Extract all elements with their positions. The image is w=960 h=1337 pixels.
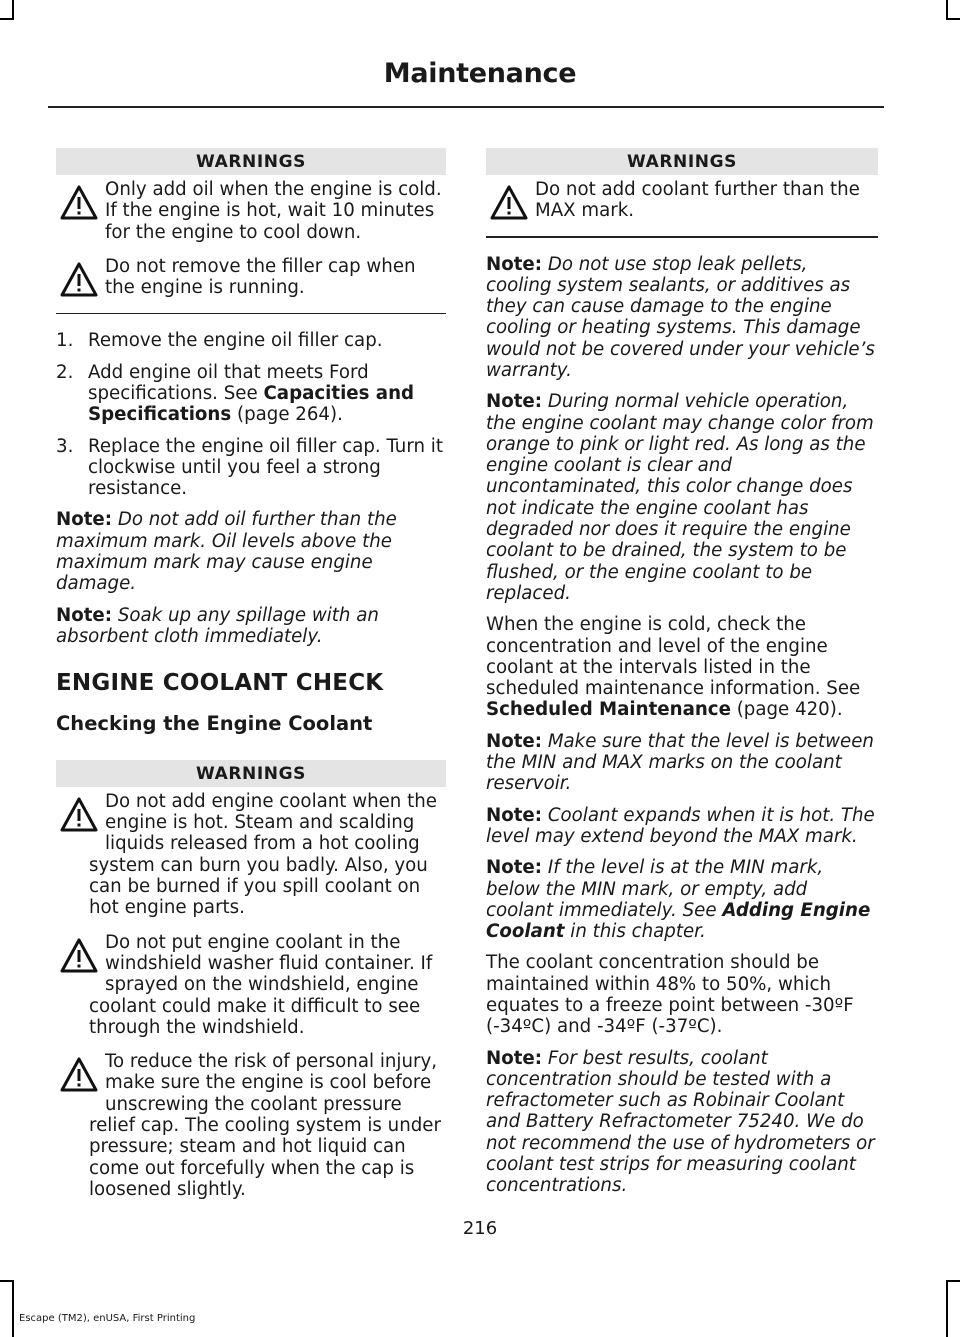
warning-block [56, 932, 446, 1039]
warning-triangle-icon [58, 1055, 100, 1093]
note-body: Make sure that the level is between the MIN and MAX marks on the coolant reservoir. [486, 730, 874, 795]
crop-mark [946, 1282, 948, 1337]
note-label: Note: [486, 1047, 543, 1069]
page-number: 216 [462, 1218, 498, 1239]
subheading: Checking the Engine Coolant [56, 711, 373, 735]
warning-text: Do not put engine coolant in the windshield washer fluid container. If sprayed on the windshield, engine coolant could make it difficult to see through the windshield. [89, 931, 433, 1038]
right-column [486, 148, 878, 1207]
crop-mark [0, 1280, 14, 1282]
note [486, 391, 878, 604]
note-label: Note: [486, 730, 543, 752]
crop-mark [946, 18, 960, 20]
crop-mark [12, 1282, 14, 1337]
cross-reference-link[interactable]: Adding Engine Coolant [486, 899, 871, 943]
page-header-title: Maintenance [383, 58, 577, 89]
note-body: Do not add oil further than the maximum mark. Oil levels above the maximum mark may cause engine damage. [56, 509, 397, 595]
warning-triangle-icon [58, 936, 100, 974]
note-label: Note: [486, 253, 543, 275]
crop-mark [946, 0, 948, 18]
warnings-header: WARNINGS [486, 148, 878, 175]
note [486, 254, 878, 382]
warning-block [56, 791, 446, 920]
procedure-steps [56, 330, 446, 499]
list-item [56, 330, 446, 351]
crop-mark [0, 18, 14, 20]
warning-block [56, 1051, 446, 1201]
cross-reference-link[interactable]: Capacities and Specifications [88, 382, 415, 426]
warning-block [486, 179, 878, 224]
note [486, 731, 878, 795]
note-label: Note: [486, 391, 543, 413]
warning-triangle-icon [488, 183, 530, 221]
note-body: During normal vehicle operation, the engine coolant may change color from orange to pink or light red. As long as the engine coolant is clear and uncontaminated, this color change does not indicate the engine coolant has degraded nor does it require the engine coolant to be drained, the system to be flushed, or the engine coolant to be replaced. [486, 391, 874, 604]
step-text: Replace the engine oil filler cap. Turn it clockwise until you feel a strong resistance. [88, 435, 443, 500]
warning-triangle-icon [58, 260, 100, 298]
warnings-rule [56, 313, 446, 315]
warnings-header: WARNINGS [56, 148, 446, 175]
note [486, 1048, 878, 1197]
warning-text: Do not remove the filler cap when the engine is running. [105, 255, 416, 299]
step-number: 1. [56, 330, 74, 352]
left-column [56, 148, 446, 1213]
warning-text: Do not add coolant further than the MAX mark. [535, 179, 860, 222]
note-body: Coolant expands when it is hot. The level may extend beyond the MAX mark. [486, 804, 875, 847]
list-item [56, 436, 446, 500]
cross-reference-link[interactable]: Scheduled Maintenance [486, 699, 731, 721]
note-label: Note: [56, 509, 113, 531]
note-label: Note: [486, 857, 543, 879]
warnings-header: WARNINGS [56, 760, 446, 787]
note [486, 805, 878, 848]
warnings-rule [486, 236, 878, 238]
warning-text: Only add oil when the engine is cold. If the engine is hot, wait 10 minutes for the engine to cool down. [105, 179, 442, 243]
crop-mark [946, 1280, 960, 1282]
note [56, 605, 446, 648]
note-body: Soak up any spillage with an absorbent cloth immediately. [56, 604, 379, 647]
header-rule [48, 106, 884, 108]
warning-triangle-icon [58, 183, 100, 221]
step-number: 3. [56, 435, 74, 457]
note-body: If the level is at the MIN mark, below the MIN mark, or empty, add coolant immediately. See [486, 857, 824, 921]
note-body-suffix: in this chapter. [564, 921, 706, 943]
list-item [56, 362, 446, 426]
warning-block [56, 256, 446, 301]
paragraph [486, 614, 878, 720]
step-number: 2. [56, 361, 74, 383]
note-label: Note: [56, 604, 113, 626]
note-label: Note: [486, 804, 543, 826]
step-text: Remove the engine oil filler cap. [88, 330, 383, 352]
warning-text: To reduce the risk of personal injury, make sure the engine is cool before unscrewing the coolant pressure relief cap. The cooling system is under pressure; steam and hot liquid can come out forcefully when the cap is loosened slightly. [89, 1051, 441, 1200]
paragraph-suffix: (page 420). [730, 699, 843, 721]
section-heading: ENGINE COOLANT CHECK [56, 670, 384, 697]
step-text: Add engine oil that meets Ford specifications. See [88, 361, 369, 404]
note-body: For best results, coolant concentration should be tested with a refractometer such as Robinair Coolant and Battery Refractometer 75240. We do not recommend the use of hydrometers or coolant test strips for measuring coolant concentrations. [486, 1047, 875, 1197]
edition-footer: Escape (TM2), enUSA, First Printing [19, 1313, 196, 1324]
note [56, 509, 446, 594]
note-body: Do not use stop leak pellets, cooling system sealants, or additives as they can cause damage to the engine cooling or heating systems. This damage would not be covered under your vehicle’s warranty. [486, 253, 875, 381]
paragraph: The coolant concentration should be maintained within 48% to 50%, which equates to a freeze point between -30ºF (-34ºC) and -34ºF (-37ºC). [486, 952, 854, 1038]
crop-mark [12, 0, 14, 18]
step-text-suffix: (page 264). [231, 404, 343, 426]
note [486, 857, 878, 942]
warning-block [56, 179, 446, 244]
paragraph-text: When the engine is cold, check the concentration and level of the engine coolant at the intervals listed in the scheduled maintenance information. See [486, 614, 861, 700]
warning-triangle-icon [58, 795, 100, 833]
warning-text: Do not add engine coolant when the engine is hot. Steam and scalding liquids released from a hot cooling system can burn you badly. Also, you can be burned if you spill coolant on hot engine parts. [89, 790, 437, 919]
